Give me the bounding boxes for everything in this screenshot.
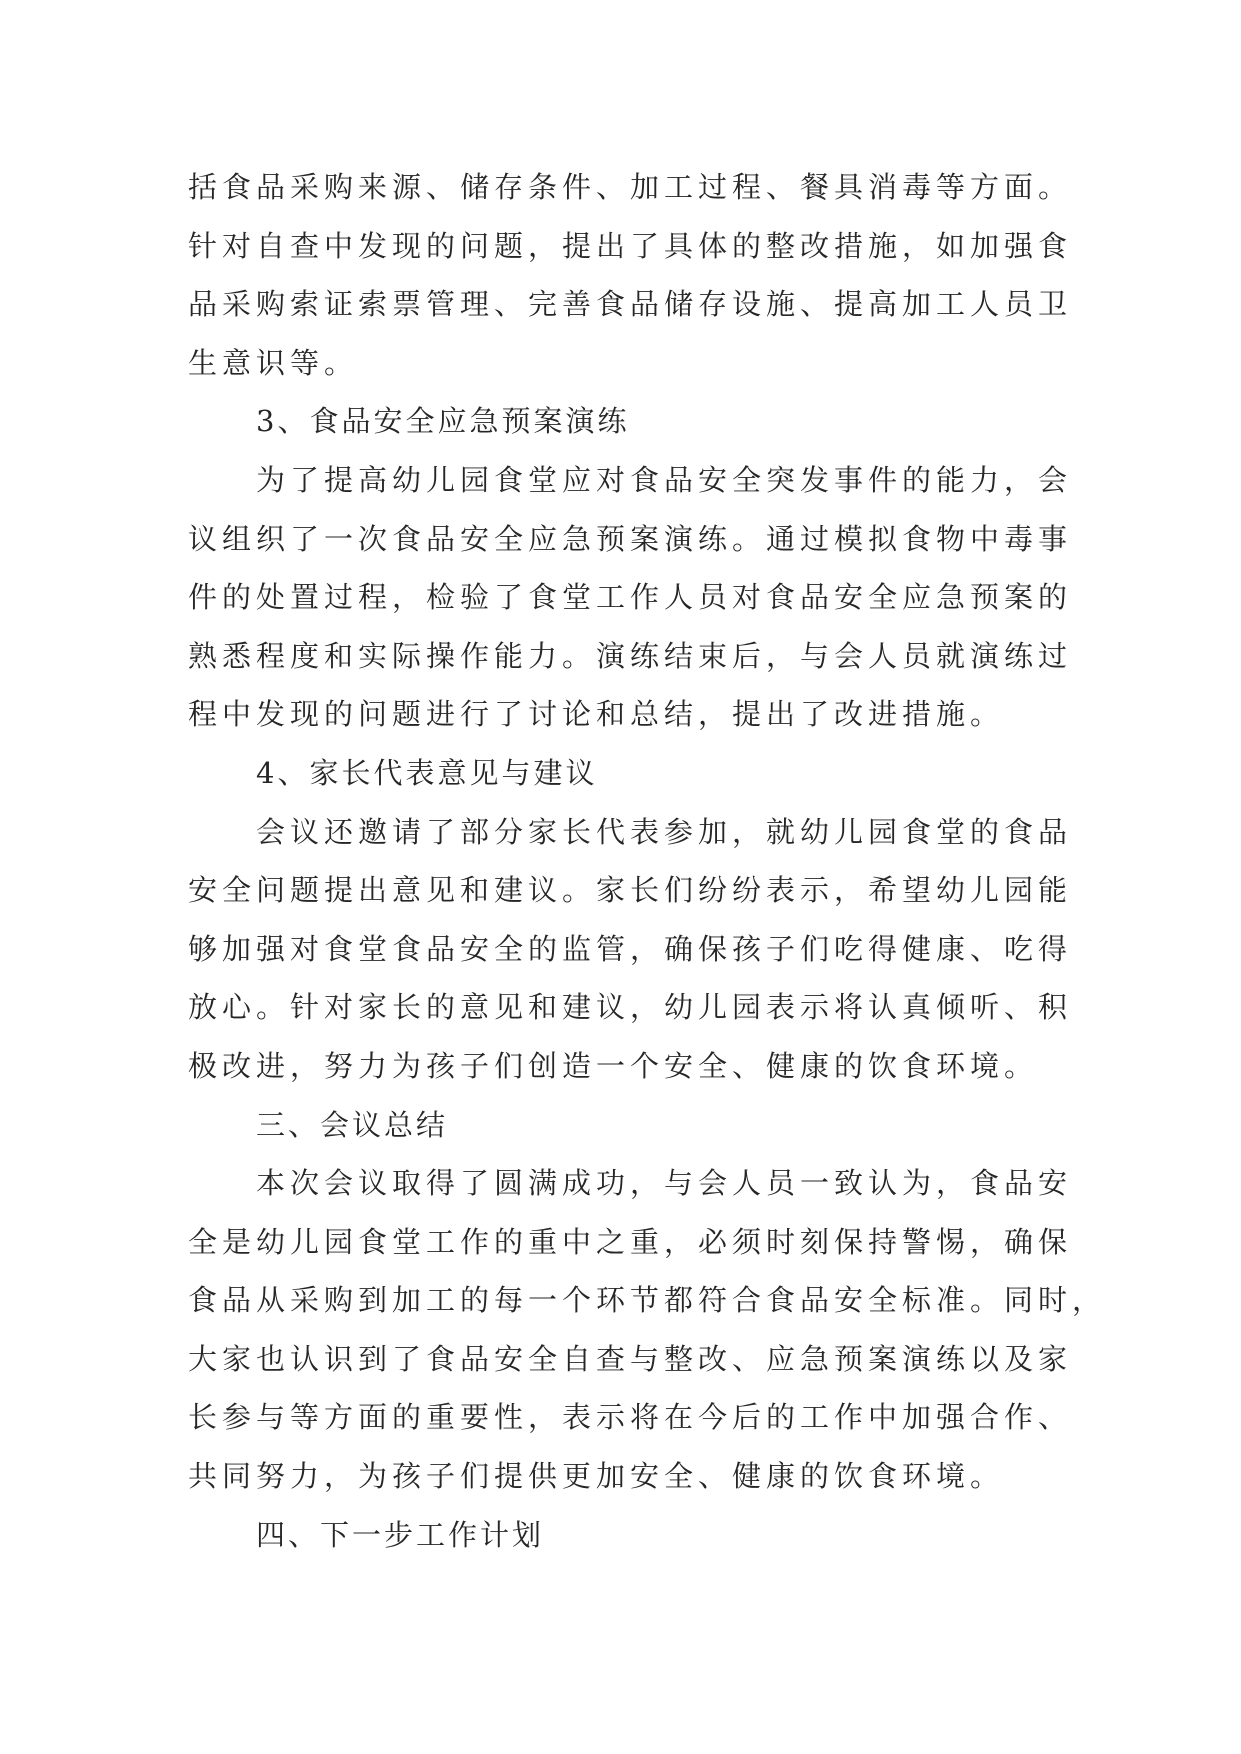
paragraph-line: 品采购索证索票管理、完善食品储存设施、提高加工人员卫 [188,287,1073,322]
section-heading-parent-feedback: 4、家长代表意见与建议 [256,755,598,790]
paragraph-line: 程中发现的问题进行了讨论和总结，提出了改进措施。 [188,697,1005,732]
paragraph-line: 议组织了一次食品安全应急预案演练。通过模拟食物中毒事 [188,521,1073,556]
paragraph-line: 共同努力，为孩子们提供更加安全、健康的饮食环境。 [188,1459,1005,1494]
section-heading-next-steps: 四、下一步工作计划 [256,1517,545,1552]
paragraph-first-line: 为了提高幼儿园食堂应对食品安全突发事件的能力，会 [256,462,1073,497]
paragraph-line: 全是幼儿园食堂工作的重中之重，必须时刻保持警惕，确保 [188,1224,1073,1259]
paragraph-first-line: 会议还邀请了部分家长代表参加，就幼儿园食堂的食品 [256,814,1073,849]
paragraph-line: 放心。针对家长的意见和建议，幼儿园表示将认真倾听、积 [188,990,1073,1025]
section-heading-meeting-summary: 三、会议总结 [256,1107,449,1142]
paragraph-line: 生意识等。 [188,345,359,380]
paragraph-line: 极改进，努力为孩子们创造一个安全、健康的饮食环境。 [188,1048,1039,1083]
paragraph-first-line: 本次会议取得了圆满成功，与会人员一致认为，食品安 [256,1166,1073,1201]
paragraph-line: 括食品采购来源、储存条件、加工过程、餐具消毒等方面。 [188,170,1073,204]
paragraph-line: 安全问题提出意见和建议。家长们纷纷表示，希望幼儿园能 [188,873,1073,908]
paragraph-line: 熟悉程度和实际操作能力。演练结束后，与会人员就演练过 [188,638,1073,673]
paragraph-line: 长参与等方面的重要性，表示将在今后的工作中加强合作、 [188,1400,1073,1435]
section-heading-emergency-drill: 3、食品安全应急预案演练 [256,404,630,439]
paragraph-line: 食品从采购到加工的每一个环节都符合食品安全标准。同时， [188,1283,1107,1318]
paragraph-line: 够加强对食堂食品安全的监管，确保孩子们吃得健康、吃得 [188,931,1073,966]
document-body [188,158,1107,1564]
paragraph-line: 针对自查中发现的问题，提出了具体的整改措施，如加强食 [188,228,1073,263]
paragraph-line: 件的处置过程，检验了食堂工作人员对食品安全应急预案的 [188,580,1073,615]
paragraph-line: 大家也认识到了食品安全自查与整改、应急预案演练以及家 [188,1341,1073,1376]
